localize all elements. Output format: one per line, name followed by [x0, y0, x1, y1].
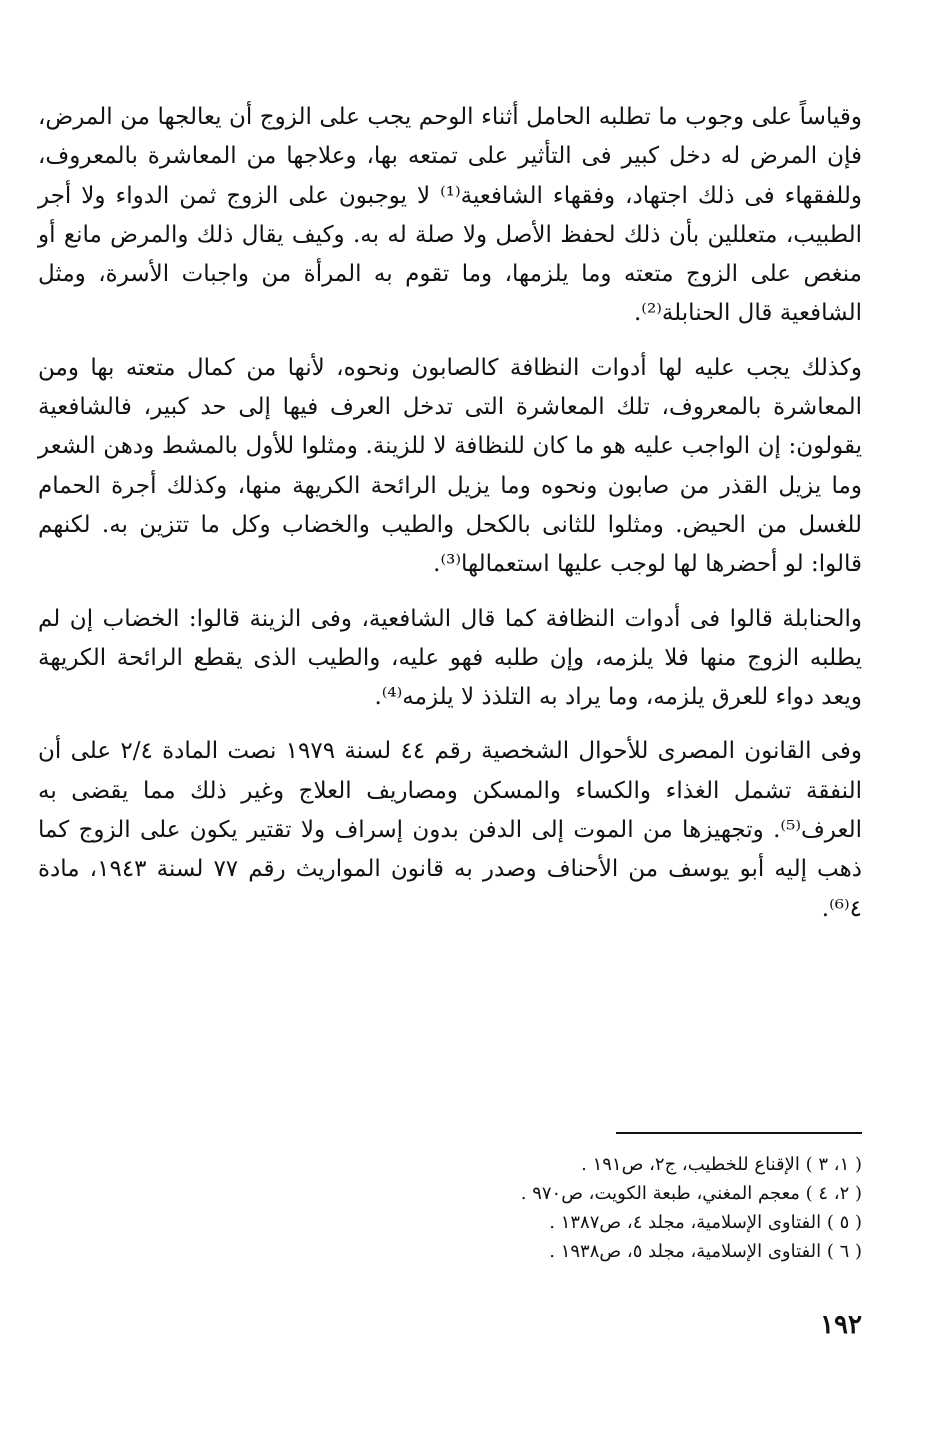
footnotes — [262, 1150, 862, 1266]
paragraph-treatment: وقياساً على وجوب ما تطلبه الحامل أثناء الوحم يجب على الزوج أن يعالجها من المرض، فإن المرض له دخل كبير فى التأثير على تمتعه بها، وعلاجها من المعاشرة بالمعروف، وللفقهاء فى ذلك اجتهاد، وفقهاء الشافعية⁽¹⁾ لا يوجبون على الزوج ثمن الدواء ولا أجر الطبيب، متعللين بأن ذلك لحفظ الأصل ولا صلة له به. وكيف يقال ذلك والمرض مانع أو منغص على الزوج متعته وما يلزمها، وما تقوم به المرأة من واجبات الأسرة، ومثل الشافعية قال الحنابلة⁽²⁾. — [38, 104, 862, 327]
paragraph-cleanliness: وكذلك يجب عليه لها أدوات النظافة كالصابون ونحوه، لأنها من كمال متعته بها ومن المعاشرة بالمعروف، تلك المعاشرة التى تدخل العرف فيها إلى حد كبير، فالشافعية يقولون: إن الواجب عليه هو ما كان للنظافة لا للزينة. ومثلوا للأول بالمشط ودهن الشعر وما يزيل القذر من صابون ونحوه وما يزيل الرائحة الكريهة منها، وكذلك أجرة الحمام للغسل من الحيض. ومثلوا للثانى بالكحل والطيب والخضاب وكل ما تتزين به. لكنهم قالوا: لو أحضرها لها لوجب عليها استعمالها⁽³⁾. — [38, 354, 862, 578]
footnote-item: ( ٥ ) الفتاوى الإسلامية، مجلد ٤، ص١٣٨٧ . — [549, 1212, 862, 1233]
footnote-divider — [616, 1132, 862, 1134]
footnote-item: ( ٦ ) الفتاوى الإسلامية، مجلد ٥، ص١٩٣٨ . — [549, 1241, 862, 1262]
footnote-item: ( ١، ٣ ) الإقناع للخطيب، ج٢، ص١٩١ . — [581, 1154, 862, 1175]
paragraph-egyptian-law: وفى القانون المصرى للأحوال الشخصية رقم ٤٤ لسنة ١٩٧٩ نصت المادة ٢/٤ على أن النفقة تشمل الغذاء والكساء والمسكن ومصاريف العلاج وغير ذلك مما يقضى به العرف⁽⁵⁾. وتجهيزها من الموت إلى الدفن بدون إسراف ولا تقتير يكون على الزوج كما ذهب إليه أبو يوسف من الأحناف وصدر به قانون المواريث رقم ٧٧ لسنة ١٩٤٣، مادة ٤⁽⁶⁾. — [38, 738, 863, 922]
page-number: ١٩٢ — [820, 1310, 862, 1340]
footnote-item: ( ٢، ٤ ) معجم المغني، طبعة الكويت، ص٩٧٠ . — [520, 1183, 862, 1204]
main-text — [38, 98, 862, 929]
paragraph-hanbali: والحنابلة قالوا فى أدوات النظافة كما قال الشافعية، وفى الزينة قالوا: الخضاب إن لم يطلبه الزوج منها فلا يلزمه، وإن طلبه فهو عليه، والطيب الذى يقطع الرائحة الكريهة ويعد دواء للعرق يلزمه، وما يراد به التلذذ لا يلزمه⁽⁴⁾. — [38, 605, 862, 711]
